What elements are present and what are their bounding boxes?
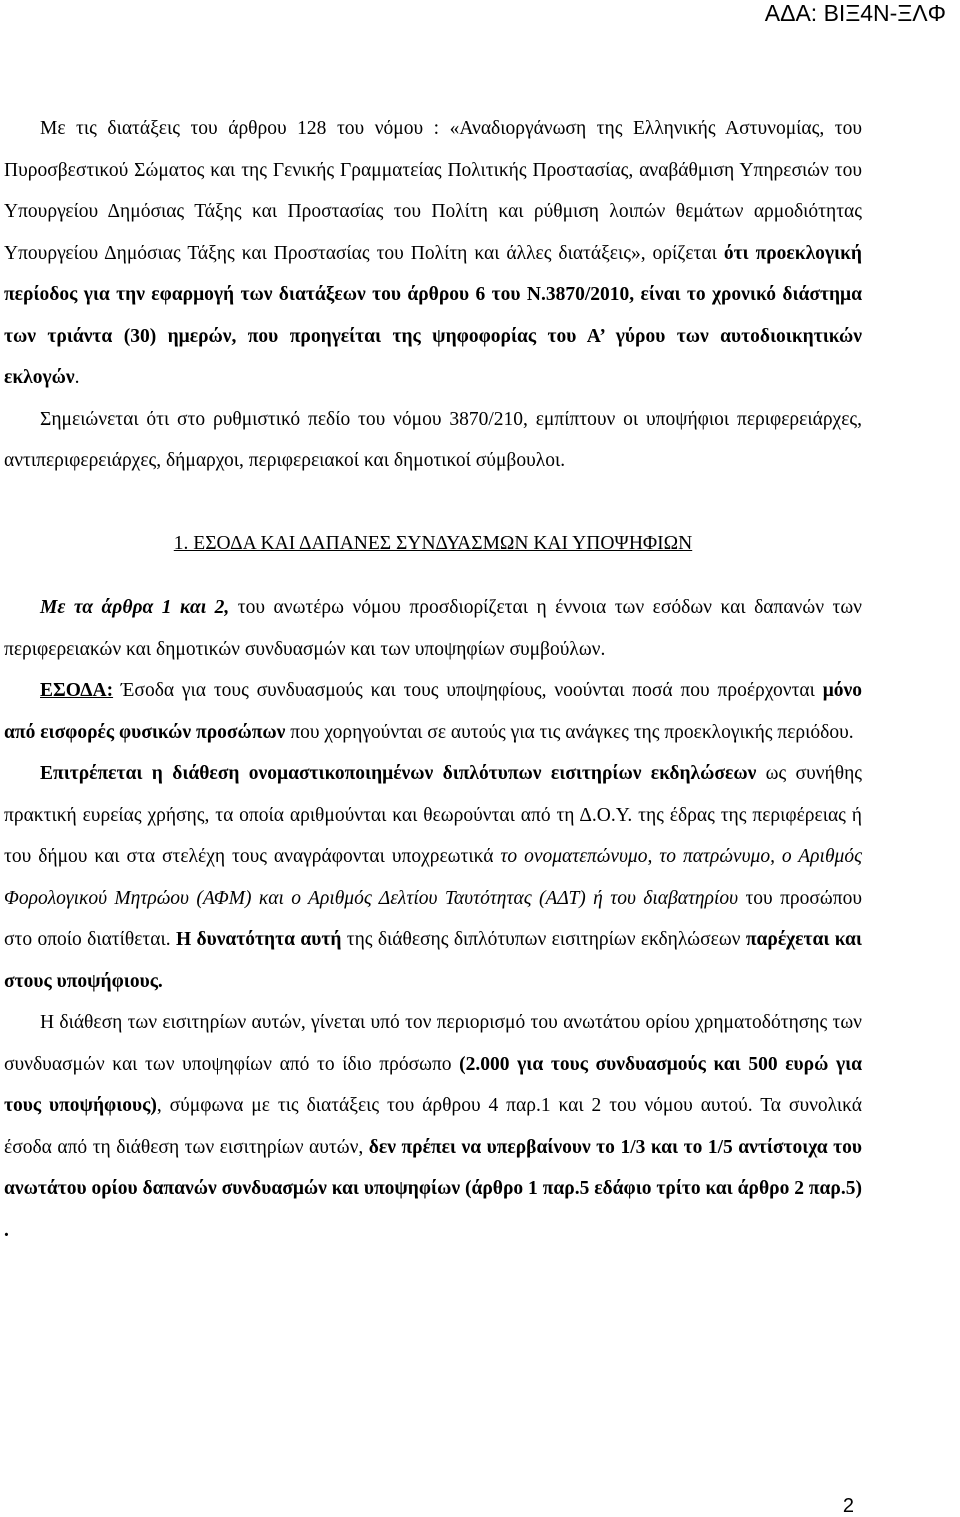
paragraph-tickets-text-1: ως συνήθης πρακτική ευρείας χρήσης, τα οποία αριθμούνται και θεωρούνται από τη Δ.Ο.Υ. της έδρας της περιφέρειας ή του δήμου και στα στελέχη τους αναγράφονται υποχρεωτικά (4, 763, 863, 867)
paragraph-tickets-bold-3: παρέχεται και στους υποψήφιους. (4, 929, 862, 992)
paragraph-tickets (4, 753, 862, 1002)
paragraph-income (4, 670, 862, 753)
paragraph-scope-note (4, 399, 862, 482)
paragraph-article-128-bold: ότι προεκλογική περίοδος για την εφαρμογή των διατάξεων του άρθρου 6 του Ν.3870/2010, είναι το χρονικό διάστημα των τριάντα (30) ημερών, που προηγείται της ψηφοφορίας του Α’ γύρου των αυτοδιοικητικών εκλογών (4, 242, 862, 388)
income-label: ΕΣΟΔΑ: (40, 680, 114, 701)
paragraph-limits-text-1: Η διάθεση των εισιτηρίων αυτών, γίνεται υπό τον περιορισμό του ανωτάτου ορίου χρηματοδότησης των συνδυασμών και των υποψηφίων από το ίδιο πρόσωπο (4, 1012, 862, 1075)
document-body (4, 108, 862, 1251)
section-heading (4, 523, 862, 565)
paragraph-income-text-1: Έσοδα για τους συνδυασμούς και τους υποψηφίους, νοούνται ποσά που προέρχονται (113, 680, 823, 701)
paragraph-articles-1-2 (4, 587, 862, 670)
paragraph-tickets-bold-2: Η δυνατότητα αυτή (175, 929, 342, 950)
paragraph-scope-note-text: Σημειώνεται ότι στο ρυθμιστικό πεδίο του νόμου 3870/210, εμπίπτουν οι υποψήφιοι περιφερειάρχες, αντιπεριφερειάρχες, δήμαρχοι, περιφερειακοί και δημοτικοί σύμβουλοι. (4, 408, 862, 471)
paragraph-income-text-2: που χορηγούνται σε αυτούς για τις ανάγκες της προεκλογικής περιόδου. (285, 721, 854, 743)
paragraph-limits-end: . (4, 1219, 9, 1241)
paragraph-tickets-italic: το ονοματεπώνυμο, το πατρώνυμο, ο Αριθμός Φορολογικού Μητρώου (ΑΦΜ) και ο Αριθμός Δελτίου Ταυτότητας (ΑΔΤ) ή του διαβατηρίου (4, 846, 862, 909)
ada-code: ΑΔΑ: ΒΙΞ4Ν-ΞΛΦ (764, 0, 946, 26)
paragraph-tickets-text-3: της διάθεσης διπλότυπων εισιτηρίων εκδηλώσεων (341, 929, 746, 950)
page-number: 2 (842, 1495, 854, 1517)
paragraph-limits-bold-1: (2.000 για τους συνδυασμούς και 500 ευρώ για τους υποψήφιους) (4, 1053, 863, 1116)
paragraph-article-128-text: Με τις διατάξεις του άρθρου 128 του νόμου : «Αναδιοργάνωση της Ελληνικής Αστυνομίας, του Πυροσβεστικού Σώματος και της Γενικής Γραμματείας Πολιτικής Προστασίας, αναβάθμιση Υπηρεσιών του Υπουργείου Δημόσιας Τάξης και Προστασίας του Πολίτη και ρύθμιση λοιπών θεμάτων αρμοδιότητας Υπουργείου Δημόσιας Τάξης και Προστασίας του Πολίτη και άλλες διατάξεις», ορίζεται (4, 118, 862, 264)
section-heading-text: 1. ΕΣΟΔΑ ΚΑΙ ΔΑΠΑΝΕΣ ΣΥΝΔΥΑΣΜΩΝ ΚΑΙ ΥΠΟΨΗΦΙΩΝ (173, 532, 693, 554)
paragraph-limits (4, 1002, 862, 1251)
paragraph-limits-text-2: , σύμφωνα με τις διατάξεις του άρθρου 4 παρ.1 και 2 του νόμου αυτού. Τα συνολικά έσοδα από τη διάθεση των εισιτηρίων αυτών, (4, 1095, 863, 1158)
paragraph-limits-bold-2: δεν πρέπει να υπερβαίνουν το 1/3 και το 1/5 αντίστοιχα του ανωτάτου ορίου δαπανών συνδυασμών και υποψηφίων (άρθρο 1 παρ.5 εδάφιο τρίτο και άρθρο 2 παρ.5) (4, 1136, 862, 1199)
paragraph-article-128-end: . (74, 367, 80, 388)
paragraph-articles-1-2-text: του ανωτέρω νόμου προσδιορίζεται η έννοια των εσόδων και δαπανών των περιφερειακών και δημοτικών συνδυασμών και των υποψηφίων συμβούλων. (4, 597, 862, 660)
paragraph-tickets-text-2: του προσώπου στο οποίο διατίθεται. (4, 887, 862, 950)
paragraph-tickets-bold-1: Επιτρέπεται η διάθεση ονομαστικοποιημένων διπλότυπων εισιτηρίων εκδηλώσεων (40, 763, 757, 784)
paragraph-article-128 (4, 108, 862, 399)
paragraph-articles-1-2-lead: Με τα άρθρα 1 και 2, (40, 597, 230, 618)
paragraph-income-bold: μόνο από εισφορές φυσικών προσώπων (4, 680, 862, 743)
